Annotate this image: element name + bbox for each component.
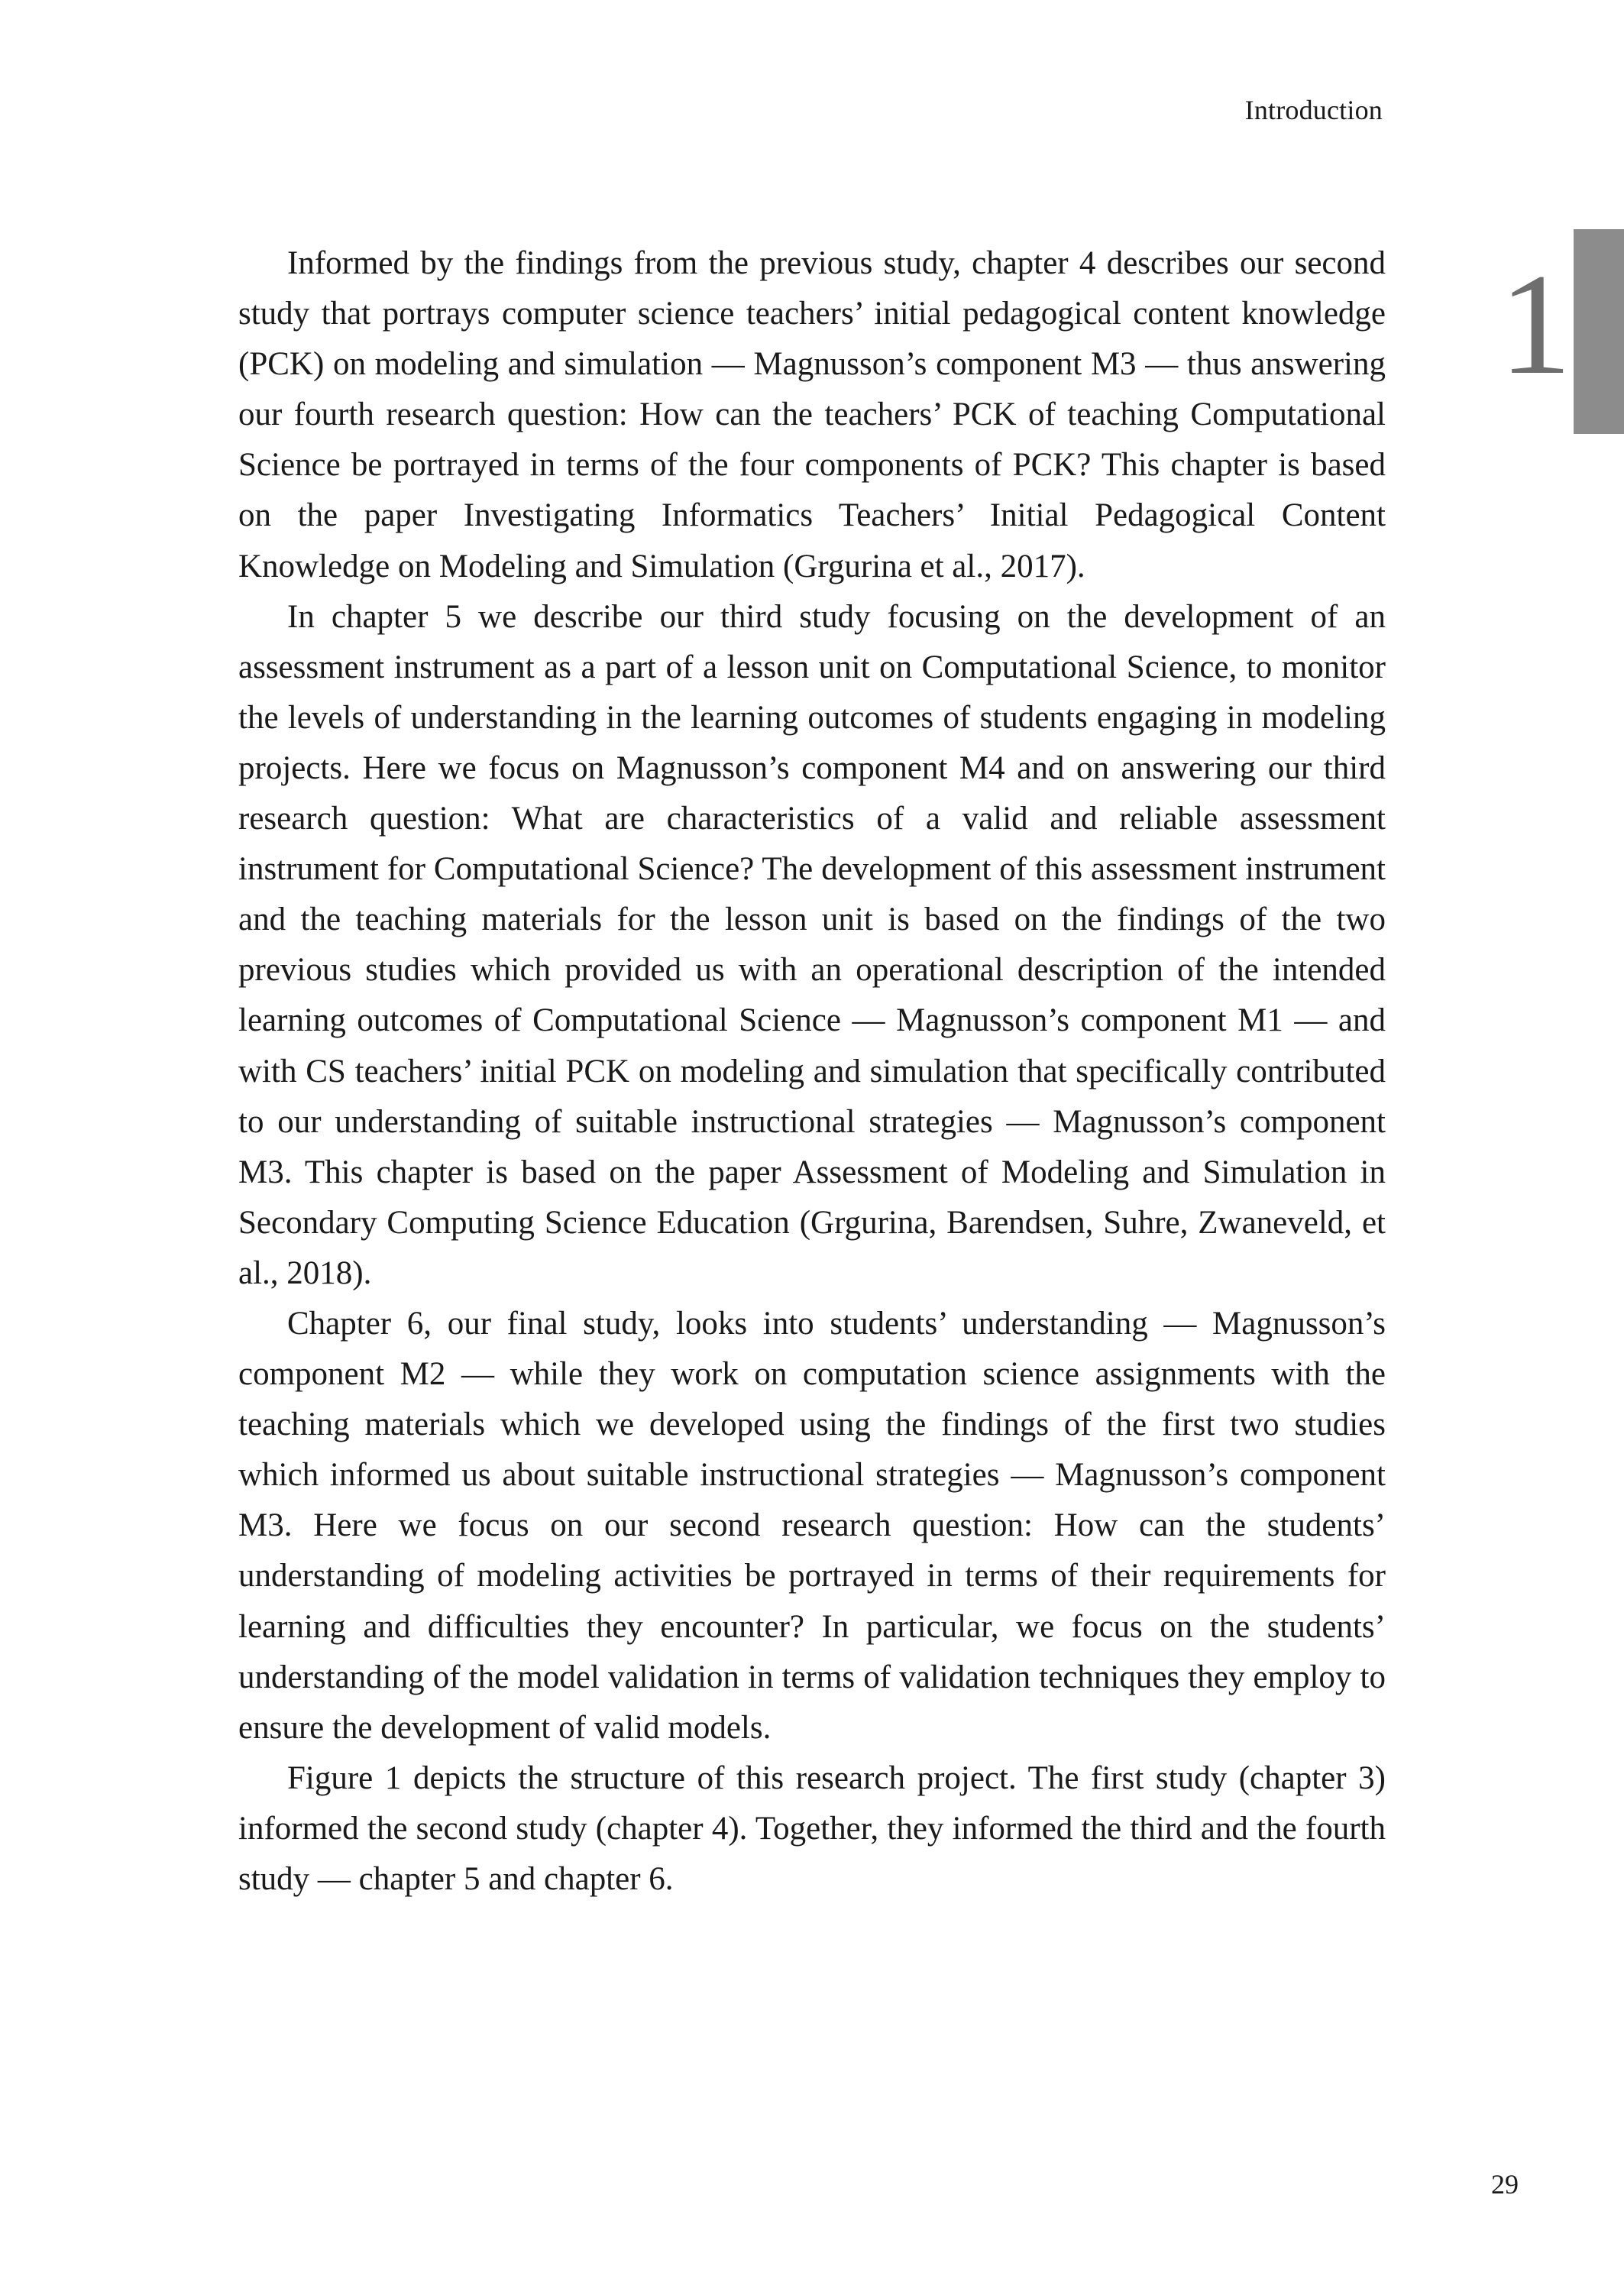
paragraph-1: Informed by the findings from the previous study, chapter 4 describes our second study that portrays computer science teachers’ initial pedagogical content knowledge (PCK) on modeling and simulation — Magnusson’s component M3 — thus answering our fourth research question: How can the teachers’ PCK of teaching Computational Science be portrayed in terms of the four components of PCK? This chapter is based on the paper Investigating Informatics Teachers’ Initial Pedagogical Content Knowledge on Modeling and Simulation (Grgurina et al., 2017). [238,245,1386,584]
paragraph-2: In chapter 5 we describe our third study focusing on the development of an assessment instrument as a part of a lesson unit on Computational Science, to monitor the levels of understanding in the learning outcomes of students engaging in modeling projects. Here we focus on Magnusson’s component M4 and on answering our third research question: What are characteristics of a valid and reliable assessment instrument for Computational Science? The development of this assessment instrument and the teaching materials for the lesson unit is based on the findings of the two previous studies which provided us with an operational description of the intended learning outcomes of Computational Science — Magnusson’s component M1 — and with CS teachers’ initial PCK on modeling and simulation that specifically contributed to our understanding of suitable instructional strategies — Magnusson’s component M3. This chapter is based on the paper Assessment of Modeling and Simulation in Secondary Computing Science Education (Grgurina, Barendsen, Suhre, Zwaneveld, et al., 2018). [238,598,1386,1291]
running-header: Introduction [1244,95,1383,125]
chapter-tab [1574,229,1624,434]
paragraph-3: Chapter 6, our final study, looks into students’ understanding — Magnusson’s component M2 — while they work on computation science assignments with the teaching materials which we developed using the findings of the first two studies which informed us about suitable instructional strategies — Magnusson’s component M3. Here we focus on our second research question: How can the students’ understanding of modeling activities be portrayed in terms of their requirements for learning and difficulties they encounter? In particular, we focus on the students’ understanding of the model validation in terms of validation techniques they employ to ensure the development of valid models. [238,1305,1386,1746]
paragraph-4: Figure 1 depicts the structure of this research project. The first study (chapter 3) informed the second study (chapter 4). Together, they informed the third and the fourth study — chapter 5 and chapter 6. [238,1759,1386,1897]
page-number: 29 [1491,2169,1519,2200]
body-text [238,238,1386,1905]
chapter-number: 1 [1499,244,1572,405]
